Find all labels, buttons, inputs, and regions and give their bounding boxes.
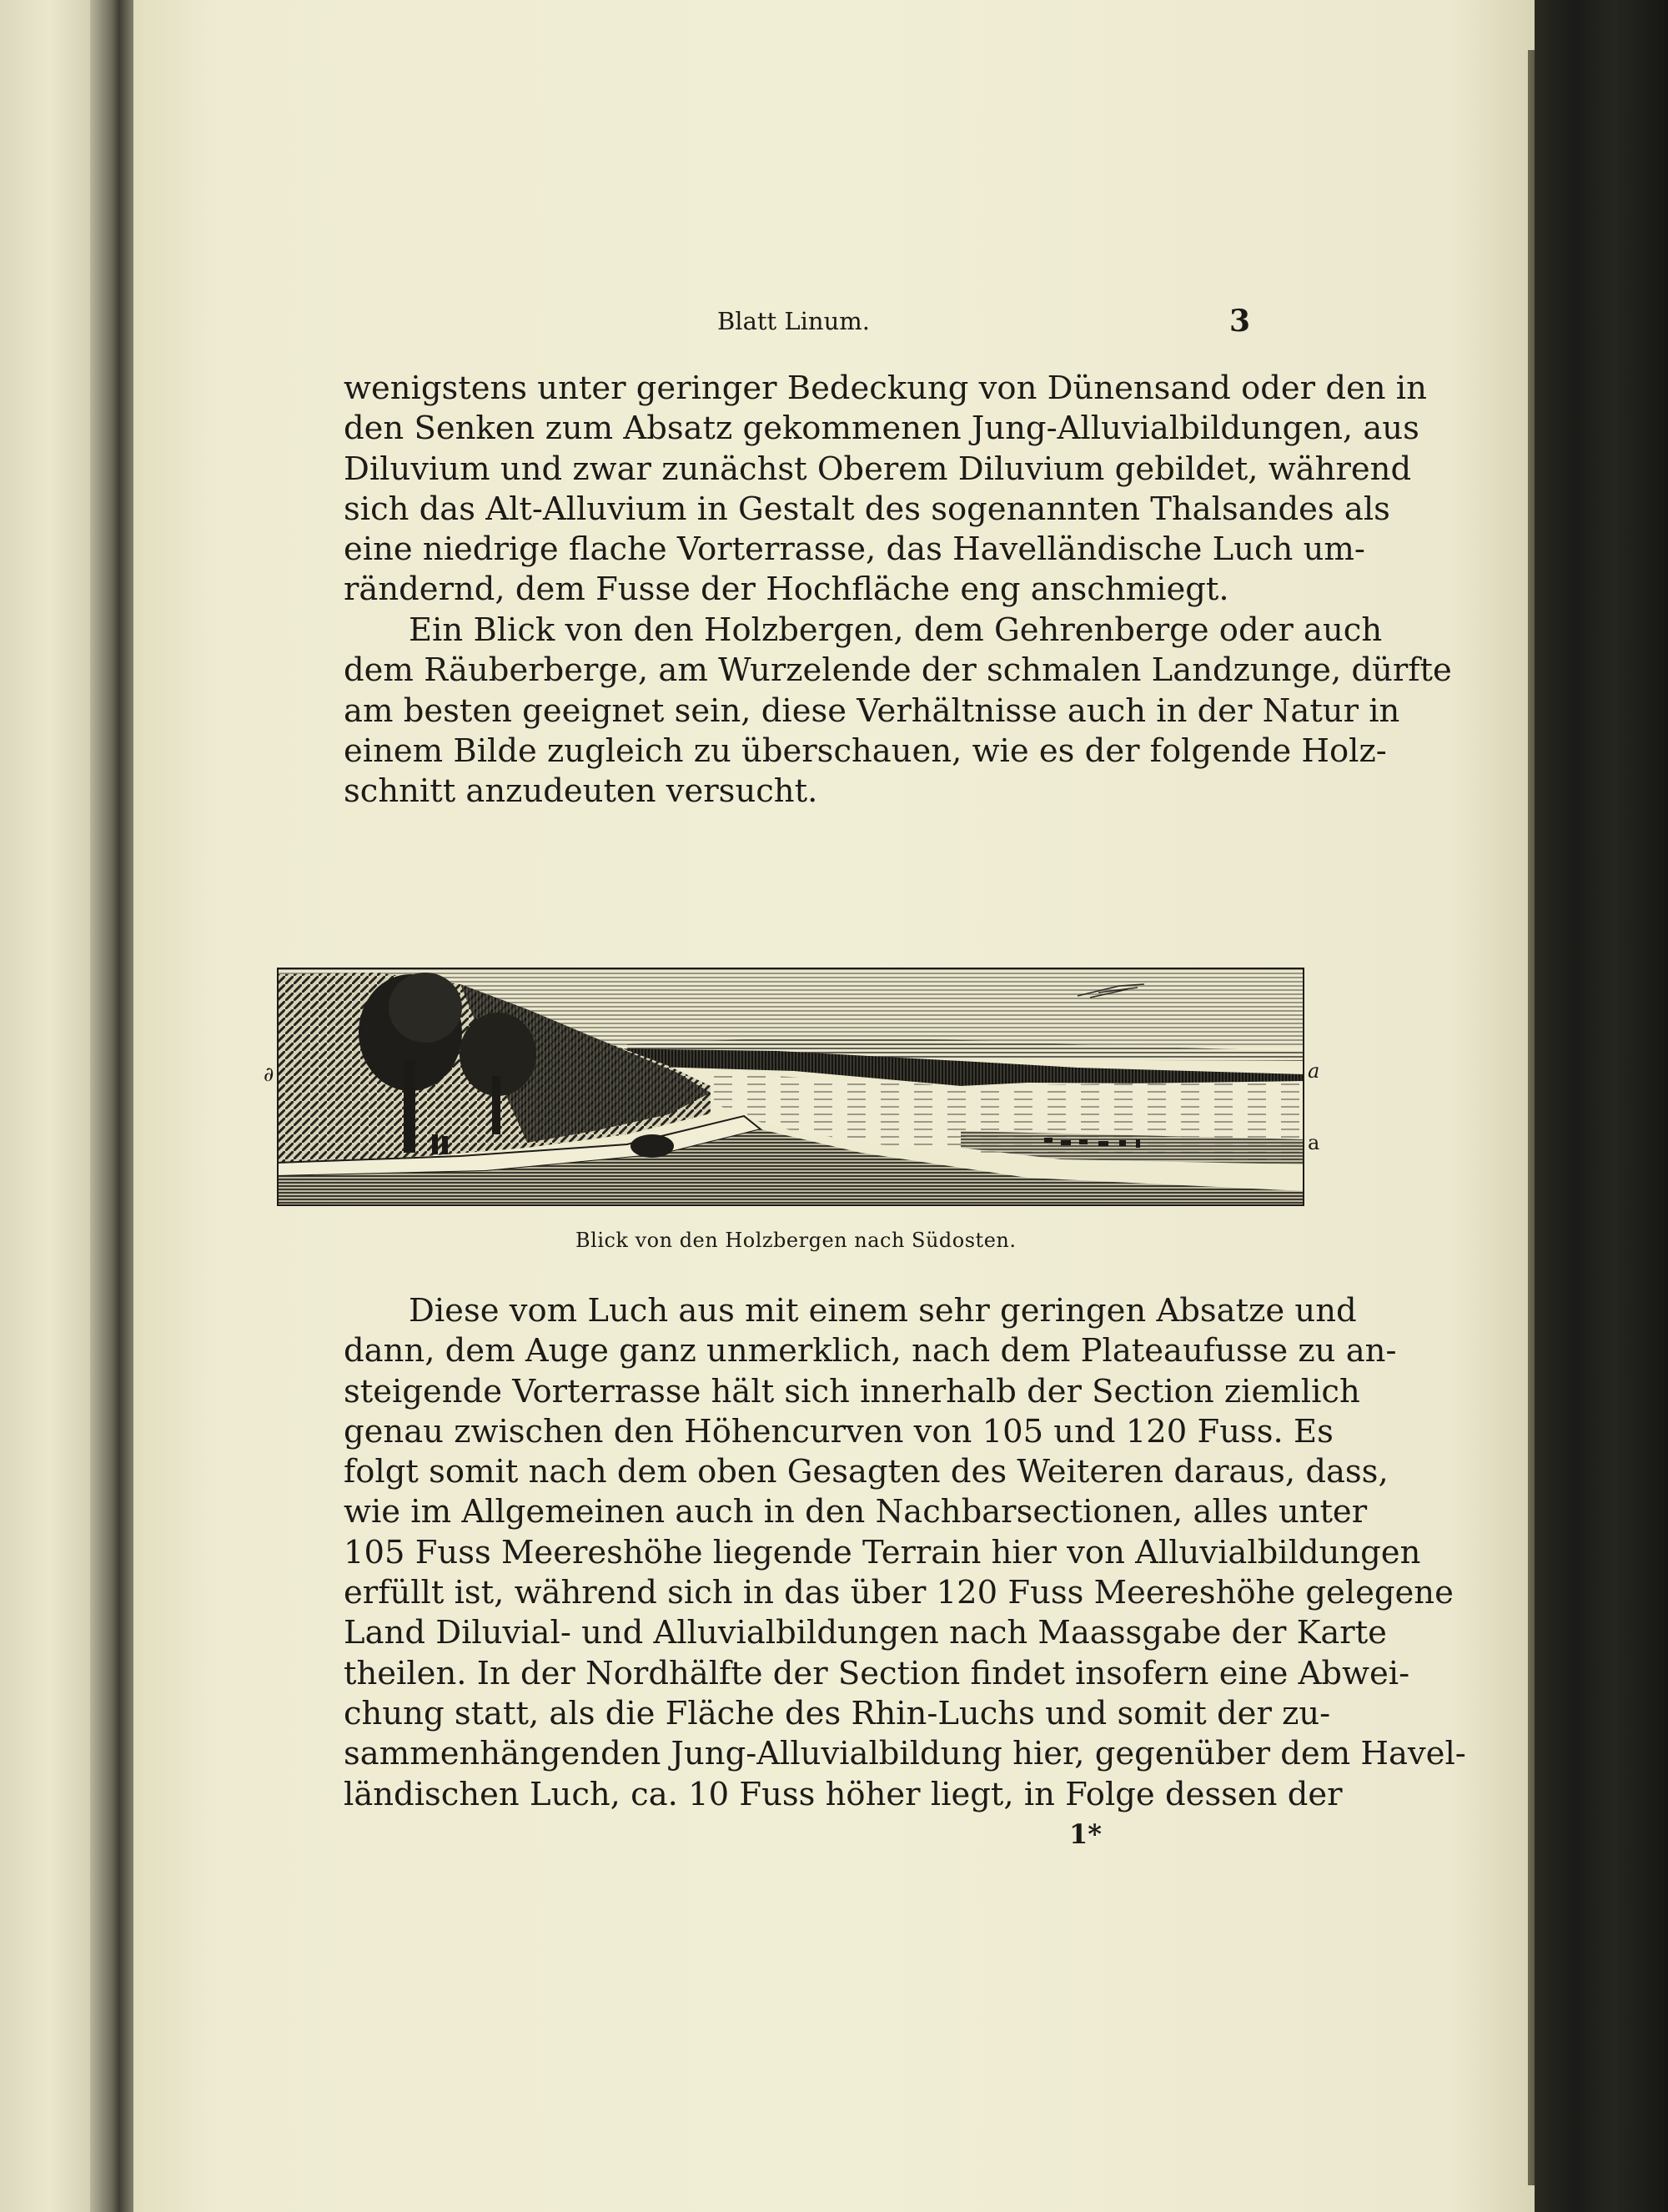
text-line: den Senken zum Absatz gekommenen Jung-Alluvialbildungen, aus [344,410,1419,448]
page-number: 3 [1229,304,1251,339]
paragraph-2 [344,611,1452,812]
text-line: dem Räuberberge, am Wurzelende der schmalen Landzunge, dürfte [344,651,1452,690]
text-line: ländischen Luch, ca. 10 Fuss höher liegt, in Folge dessen der [344,1775,1343,1813]
figure-label-right-bottom: a [1308,1131,1320,1154]
book-binding [1535,0,1668,2212]
running-header-title: Blatt Linum. [717,307,871,335]
text-line: eine niedrige flache Vorterrasse, das Havelländische Luch um- [344,530,1365,569]
text-line: schnitt anzudeuten versucht. [344,772,818,811]
text-line: chung statt, als die Fläche des Rhin-Luchs und somit der zu- [344,1694,1331,1732]
text-line: rändernd, dem Fusse der Hochfläche eng anschmiegt. [344,571,1229,609]
text-line: Ein Blick von den Holzbergen, dem Gehrenberge oder auch [409,611,1383,649]
paragraph-3 [344,1291,1466,1815]
text-line: einem Bilde zugleich zu überschauen, wie es der folgende Holz- [344,731,1387,770]
text-line: Land Diluvial- und Alluvialbildungen nach Maassgabe der Karte [344,1614,1387,1652]
text-line: wenigstens unter geringer Bedeckung von Dünensand oder den in [344,370,1427,407]
woodcut-landscape [277,968,1304,1206]
text-line: theilen. In der Nordhälfte der Section findet insofern eine Abwei- [344,1654,1410,1692]
figure-caption: Blick von den Holzbergen nach Südosten. [575,1229,1017,1252]
text-line: dann, dem Auge ganz unmerklich, nach dem Plateaufusse zu an- [344,1332,1397,1370]
text-line: sich das Alt-Alluvium in Gestalt des sogenannten Thalsandes als [344,490,1390,528]
text-line: genau zwischen den Höhencurven von 105 und 120 Fuss. Es [344,1412,1334,1450]
text-line: Diluvium und zwar zunächst Oberem Diluvium gebildet, während [344,450,1412,488]
text-line: Diese vom Luch aus mit einem sehr geringen Absatze und [409,1292,1357,1330]
woodcut-illustration [264,968,1320,1206]
text-line: wie im Allgemeinen auch in den Nachbarsectionen, alles unter [344,1493,1368,1531]
signature-mark: 1* [1069,1818,1102,1850]
book-gutter [90,0,138,2212]
text-line: sammenhängenden Jung-Alluvialbildung hier, gegenüber dem Havel- [344,1735,1466,1773]
text-line: 105 Fuss Meereshöhe liegende Terrain hier von Alluvialbildungen [344,1533,1421,1571]
figure-label-left: ∂ [264,1063,274,1086]
paragraph-1 [344,369,1427,611]
text-line: folgt somit nach dem oben Gesagten des Weiteren daraus, dass, [344,1453,1389,1491]
text-line: erfüllt ist, während sich in das über 120 Fuss Meereshöhe gelegene [344,1574,1454,1612]
text-line: steigende Vorterrasse hält sich innerhalb der Section ziemlich [344,1372,1360,1410]
text-line: am besten geeignet sein, diese Verhältnisse auch in der Natur in [344,691,1400,730]
figure-label-right-top: a [1308,1059,1320,1083]
